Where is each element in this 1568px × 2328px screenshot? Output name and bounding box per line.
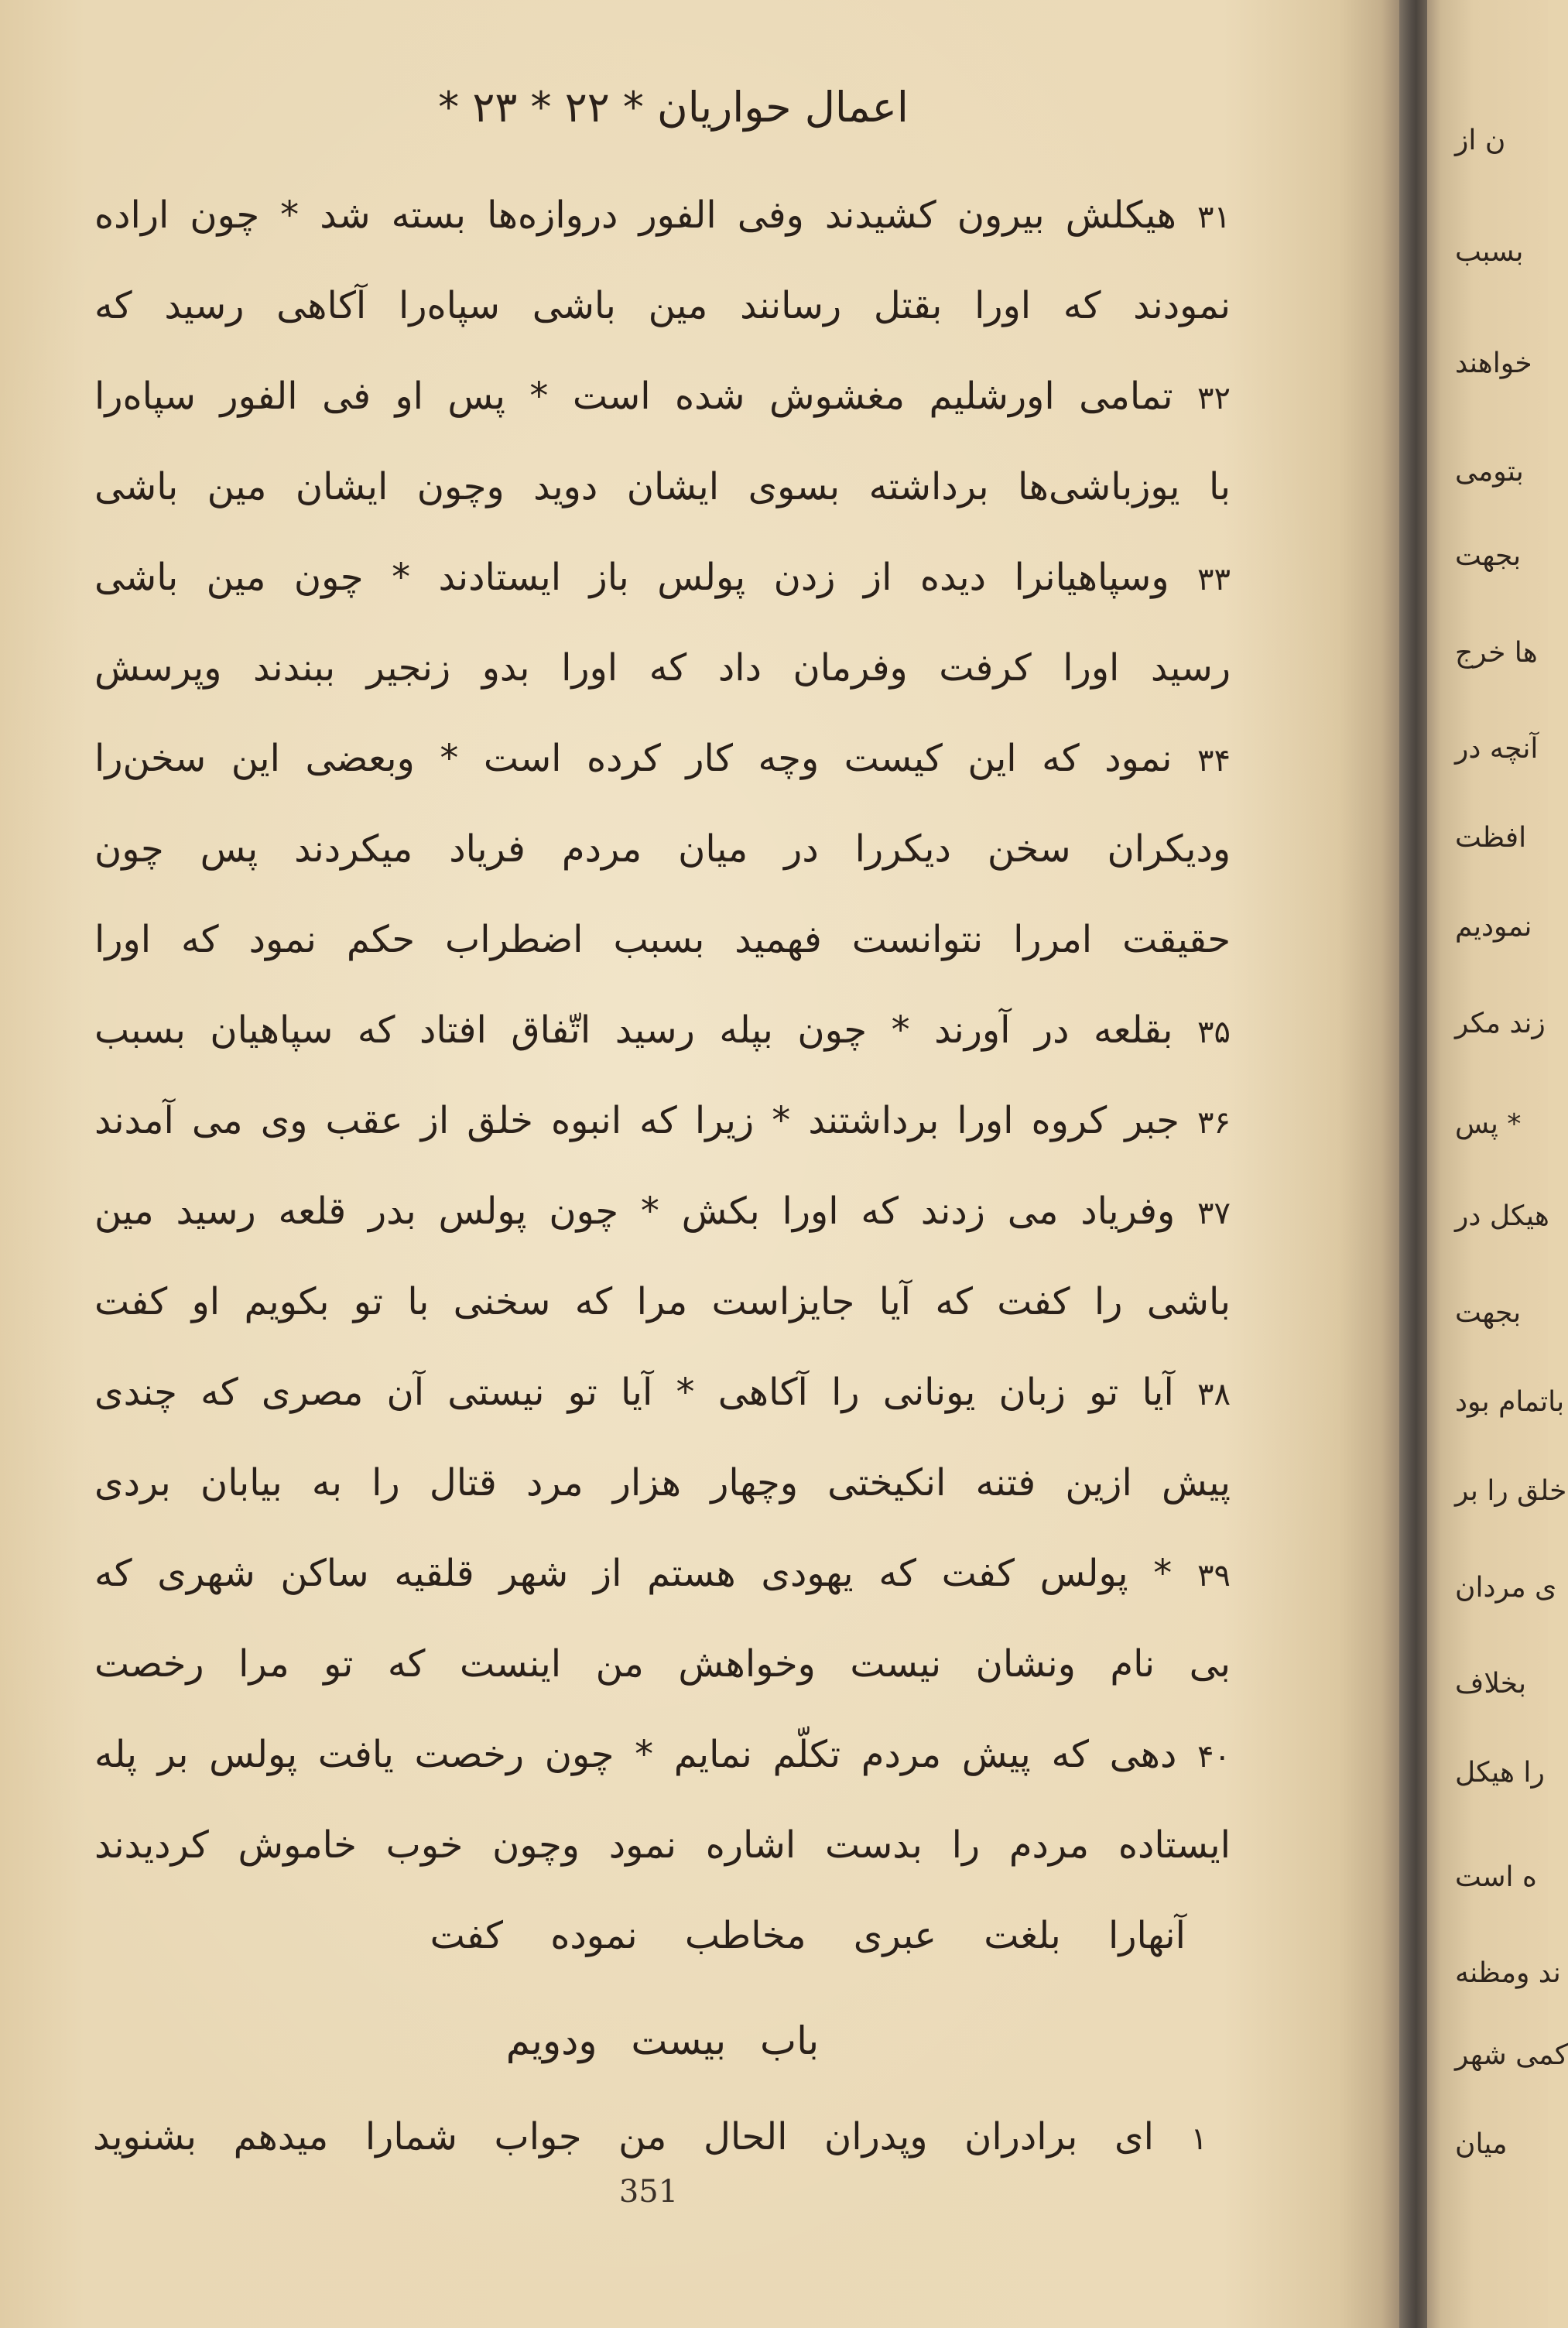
page-number: 351 bbox=[618, 2174, 679, 2210]
facing-page-text: بجهت bbox=[1455, 1297, 1522, 1329]
text-line bbox=[94, 261, 1231, 351]
verse-number: ۱ bbox=[1190, 2121, 1207, 2157]
facing-page-text: آنچه در bbox=[1455, 733, 1539, 765]
line-text: ایستاده مردم را بدست اشاره نمود وچون خوب خاموش کردیدند bbox=[94, 1823, 1231, 1867]
facing-page-text: کمی شهر bbox=[1455, 2039, 1568, 2071]
line-text: وسپاهیانرا دیده از زدن پولس باز ایستادند * چون مین باشی bbox=[94, 556, 1169, 599]
line-text: وفریاد می زدند که اورا بکش * چون پولس بدر قلعه رسید مین bbox=[94, 1190, 1176, 1233]
running-head: اعمال حواریان * ۲۲ * ۲۳ * bbox=[438, 83, 909, 132]
line-text: بی نام ونشان نیست وخواهش من اینست که تو مرا رخصت bbox=[94, 1642, 1231, 1686]
facing-page-text: * پس bbox=[1455, 1108, 1522, 1140]
facing-page-text: را هیکل bbox=[1455, 1757, 1545, 1789]
text-line bbox=[93, 2092, 1207, 2182]
facing-page-text: افظت bbox=[1455, 822, 1527, 854]
line-text: بقلعه در آورند * چون بپله رسید اتّفاق افتاد که سپاهیان بسبب bbox=[94, 1008, 1173, 1052]
facing-page-text: خلق را بر bbox=[1455, 1475, 1567, 1507]
book-gutter bbox=[1399, 0, 1427, 2328]
text-line bbox=[94, 1710, 1231, 1800]
text-line bbox=[94, 170, 1231, 261]
facing-page-text: بسبب bbox=[1455, 236, 1524, 268]
line-text: جبر کروه اورا برداشتند * زیرا که انبوه خلق از عقب وی می آمدند bbox=[94, 1099, 1179, 1142]
text-line bbox=[94, 1891, 1231, 1981]
text-line bbox=[94, 895, 1231, 985]
text-line bbox=[94, 1257, 1231, 1347]
text-line bbox=[94, 1619, 1231, 1710]
text-line bbox=[94, 985, 1231, 1076]
facing-page-text: بخلاف bbox=[1455, 1668, 1527, 1700]
line-text: * پولس کفت که یهودی هستم از شهر قلقیه ساکن شهری که bbox=[94, 1552, 1173, 1595]
facing-page-text: ی مردان bbox=[1455, 1572, 1557, 1604]
facing-page-text: زند مکر bbox=[1455, 1008, 1546, 1039]
chapter-text-block bbox=[94, 170, 1231, 1981]
facing-page-text: هیکل در bbox=[1455, 1200, 1549, 1232]
line-text: هیکلش بیرون کشیدند وفی الفور دروازه‌ها بسته شد * چون اراده bbox=[94, 193, 1176, 237]
line-text: حقیقت امررا نتوانست فهمید بسبب اضطراب حکم نمود که اورا bbox=[94, 918, 1231, 961]
line-text: پیش ازین فتنه انکیختی وچهار هزار مرد قتال را به بیابان بردی bbox=[94, 1461, 1231, 1505]
facing-page-text: بتومی bbox=[1455, 456, 1524, 488]
verse-number: ۳۸ bbox=[1197, 1377, 1231, 1412]
facing-page-text: ها خرج bbox=[1455, 637, 1538, 669]
facing-page-text: ند ومظنه bbox=[1455, 1957, 1561, 1989]
text-line bbox=[94, 351, 1231, 442]
text-line bbox=[94, 1347, 1231, 1438]
facing-page-text: بجهت bbox=[1455, 540, 1522, 572]
line-text: با یوزباشی‌ها برداشته بسوی ایشان دوید وچون ایشان مین باشی bbox=[94, 465, 1231, 508]
text-line bbox=[94, 714, 1231, 804]
verse-number: ۳۳ bbox=[1197, 562, 1231, 597]
facing-page-text: ه است bbox=[1455, 1861, 1537, 1893]
text-line bbox=[94, 804, 1231, 895]
text-line bbox=[94, 1076, 1231, 1166]
text-line bbox=[94, 442, 1231, 532]
line-text: نمود که این کیست وچه کار کرده است * وبعضی این سخن‌را bbox=[94, 737, 1173, 780]
verse-number: ۳۴ bbox=[1197, 743, 1231, 779]
line-text: باشی را کفت که آیا جایزاست مرا که سخنی با تو بکویم او کفت bbox=[94, 1280, 1231, 1323]
chapter-heading: باب بیست ودویم bbox=[505, 2018, 820, 2063]
line-text: ودیکران سخن دیکررا در میان مردم فریاد میکردند پس چون bbox=[94, 827, 1231, 871]
text-line bbox=[94, 1800, 1231, 1891]
text-line bbox=[94, 1529, 1231, 1619]
facing-page-text: نمودیم bbox=[1455, 911, 1532, 943]
verse-number: ۳۹ bbox=[1197, 1558, 1231, 1594]
text-line bbox=[94, 1166, 1231, 1257]
chapter-first-verse bbox=[93, 2092, 1207, 2182]
verse-number: ۴۰ bbox=[1197, 1739, 1231, 1775]
line-text: تمامی اورشلیم مغشوش شده است * پس او فی الفور سپاه‌را bbox=[94, 375, 1173, 418]
line-text: نمودند که اورا بقتل رسانند مین باشی سپاه‌را آکاهی رسید که bbox=[94, 284, 1231, 327]
verse-number: ۳۱ bbox=[1197, 200, 1231, 235]
verse-number: ۳۶ bbox=[1197, 1105, 1231, 1141]
verse-number: ۳۵ bbox=[1197, 1015, 1231, 1050]
facing-page-text: باتمام بود bbox=[1455, 1386, 1565, 1418]
facing-page-text: ن از bbox=[1455, 125, 1506, 156]
line-text: رسید اورا کرفت وفرمان داد که اورا بدو زنجیر ببندند وپرسش bbox=[94, 646, 1231, 690]
line-text: آیا تو زبان یونانی را آکاهی * آیا تو نیستی آن مصری که چندی bbox=[94, 1371, 1174, 1414]
text-line bbox=[94, 532, 1231, 623]
facing-page-text: میان bbox=[1455, 2128, 1508, 2160]
line-text: ای برادران وپدران الحال من جواب شمارا میدهم بشنوید bbox=[93, 2115, 1154, 2159]
line-text: آنهارا بلغت عبری مخاطب نموده کفت bbox=[430, 1914, 1186, 1957]
text-line bbox=[94, 1438, 1231, 1529]
verse-number: ۳۷ bbox=[1197, 1196, 1231, 1231]
facing-page-text: خواهند bbox=[1455, 347, 1532, 379]
line-text: دهی که پیش مردم تکلّم نمایم * چون رخصت یافت پولس بر پله bbox=[94, 1733, 1177, 1776]
verse-number: ۳۲ bbox=[1197, 381, 1231, 416]
right-page-edge bbox=[1427, 0, 1568, 2328]
text-line bbox=[94, 623, 1231, 714]
